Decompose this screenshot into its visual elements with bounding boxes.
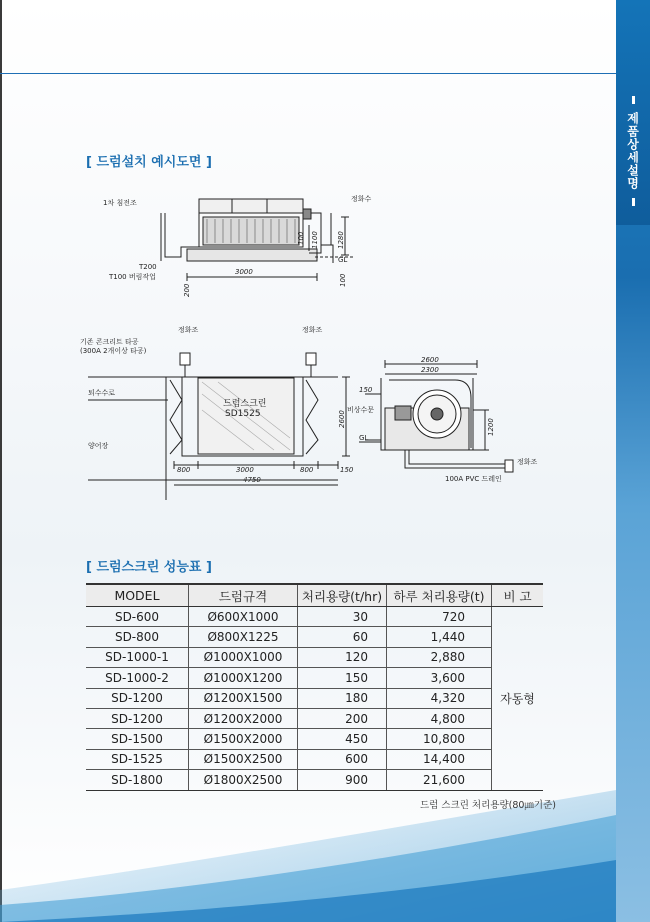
cell-daily-capacity: 4,320: [387, 688, 492, 708]
dim-1100: 1100: [311, 231, 319, 249]
side-tab-bar-bottom: [632, 198, 635, 206]
dim-1200: 1200: [487, 418, 495, 436]
dim-800-b: 800: [300, 466, 314, 474]
cell-drum-size: Ø1500X2500: [189, 749, 298, 769]
table-row: [86, 708, 543, 728]
section-title-performance: [ 드럼스크린 성능표 ]: [86, 560, 212, 575]
table-header-row: [86, 584, 543, 607]
label-tank: 정화조: [517, 458, 538, 466]
installation-elevation-drawing: [95, 185, 385, 305]
cell-daily-capacity: 10,800: [387, 729, 492, 749]
cell-drum-size: Ø1000X1000: [189, 647, 298, 667]
cell-drum-size: Ø1000X1200: [189, 668, 298, 688]
table-row: [86, 770, 543, 790]
wave-decoration: [0, 770, 616, 922]
cell-model: SD-1500: [86, 729, 189, 749]
cell-capacity: 600: [298, 749, 387, 769]
label-existing-concrete-note: (300A 2개이상 타공): [80, 347, 147, 355]
side-tab-title: [616, 92, 650, 210]
table-footnote: 드럼 스크린 처리용량(80㎛기준): [420, 800, 556, 811]
label-tank-right: 정화조: [302, 326, 323, 334]
label-t100: T100 버림작업: [109, 273, 156, 281]
section-title-installation: [ 드럼설치 예시도면 ]: [86, 155, 212, 170]
cell-daily-capacity: 14,400: [387, 749, 492, 769]
label-pvc-drain: 100A PVC 드레인: [445, 475, 502, 483]
dim-800-a: 800: [177, 466, 191, 474]
label-emergency-gate: 비상수문: [347, 406, 375, 414]
dim-150: 150: [359, 386, 373, 394]
table-row: [86, 688, 543, 708]
cell-daily-capacity: 21,600: [387, 770, 492, 790]
cell-model: SD-1000-1: [86, 647, 189, 667]
cell-remark: 자동형: [492, 607, 544, 791]
label-t200: T200: [139, 263, 157, 271]
performance-table: [86, 583, 543, 791]
cell-daily-capacity: 2,880: [387, 647, 492, 667]
cell-capacity: 120: [298, 647, 387, 667]
table-row: [86, 627, 543, 647]
label-drum-screen-model: SD1525: [225, 409, 261, 419]
label-gl: GL: [359, 434, 369, 442]
label-existing-concrete: 기존 콘크리트 타공: [80, 338, 139, 346]
side-tab-label: 제품상세설명: [625, 112, 640, 190]
label-drain-channel: 퇴수수로: [88, 389, 116, 397]
dim-100-b: 100: [339, 273, 347, 287]
header-daily-capacity: 하루 처리용량(t): [387, 584, 492, 607]
cell-daily-capacity: 720: [387, 607, 492, 627]
cell-drum-size: Ø1500X2000: [189, 729, 298, 749]
dim-150: 150: [340, 466, 354, 474]
cell-drum-size: Ø1200X2000: [189, 708, 298, 728]
dim-2600: 2600: [421, 356, 439, 364]
dim-3000: 3000: [236, 466, 254, 474]
table-row: [86, 647, 543, 667]
header-capacity: 처리용량(t/hr): [298, 584, 387, 607]
table-row: [86, 729, 543, 749]
header-rule: [0, 73, 616, 74]
side-tab: [616, 0, 650, 922]
cell-model: SD-1200: [86, 708, 189, 728]
dim-4750: 4750: [243, 476, 261, 484]
cell-daily-capacity: 3,600: [387, 668, 492, 688]
cell-model: SD-1800: [86, 770, 189, 790]
cell-capacity: 900: [298, 770, 387, 790]
table-row: [86, 607, 543, 627]
label-gl: GL: [338, 256, 348, 264]
cell-model: SD-600: [86, 607, 189, 627]
label-clean-water: 정화수: [351, 195, 372, 203]
installation-plan-drawing: [78, 320, 378, 502]
cell-drum-size: Ø1800X2500: [189, 770, 298, 790]
dim-2300: 2300: [421, 366, 439, 374]
cell-model: SD-1525: [86, 749, 189, 769]
label-primary-tank: 1차 침전조: [103, 199, 137, 207]
label-drum-screen: 드럼스크린: [223, 399, 267, 409]
cell-capacity: 450: [298, 729, 387, 749]
label-tank-left: 정화조: [178, 326, 199, 334]
cell-drum-size: Ø600X1000: [189, 607, 298, 627]
side-tab-bar-top: [632, 96, 635, 104]
cell-drum-size: Ø800X1225: [189, 627, 298, 647]
header-drum-size: 드럼규격: [189, 584, 298, 607]
header-remark: 비 고: [492, 584, 544, 607]
dim-1280: 1280: [337, 231, 345, 249]
cell-capacity: 60: [298, 627, 387, 647]
cell-capacity: 30: [298, 607, 387, 627]
cell-drum-size: Ø1200X1500: [189, 688, 298, 708]
dim-2600: 2600: [338, 410, 346, 428]
cell-capacity: 180: [298, 688, 387, 708]
table-row: [86, 668, 543, 688]
header-model: MODEL: [86, 584, 189, 607]
dim-3000: 3000: [235, 268, 253, 276]
cell-capacity: 150: [298, 668, 387, 688]
cell-daily-capacity: 4,800: [387, 708, 492, 728]
dim-100-a: 100: [297, 231, 305, 245]
table-row: [86, 749, 543, 769]
cell-model: SD-800: [86, 627, 189, 647]
cell-daily-capacity: 1,440: [387, 627, 492, 647]
cell-capacity: 200: [298, 708, 387, 728]
cell-model: SD-1200: [86, 688, 189, 708]
label-fish-farm: 양어장: [88, 442, 109, 450]
installation-section-drawing: [345, 350, 565, 490]
cell-model: SD-1000-2: [86, 668, 189, 688]
dim-200: 200: [183, 283, 191, 297]
